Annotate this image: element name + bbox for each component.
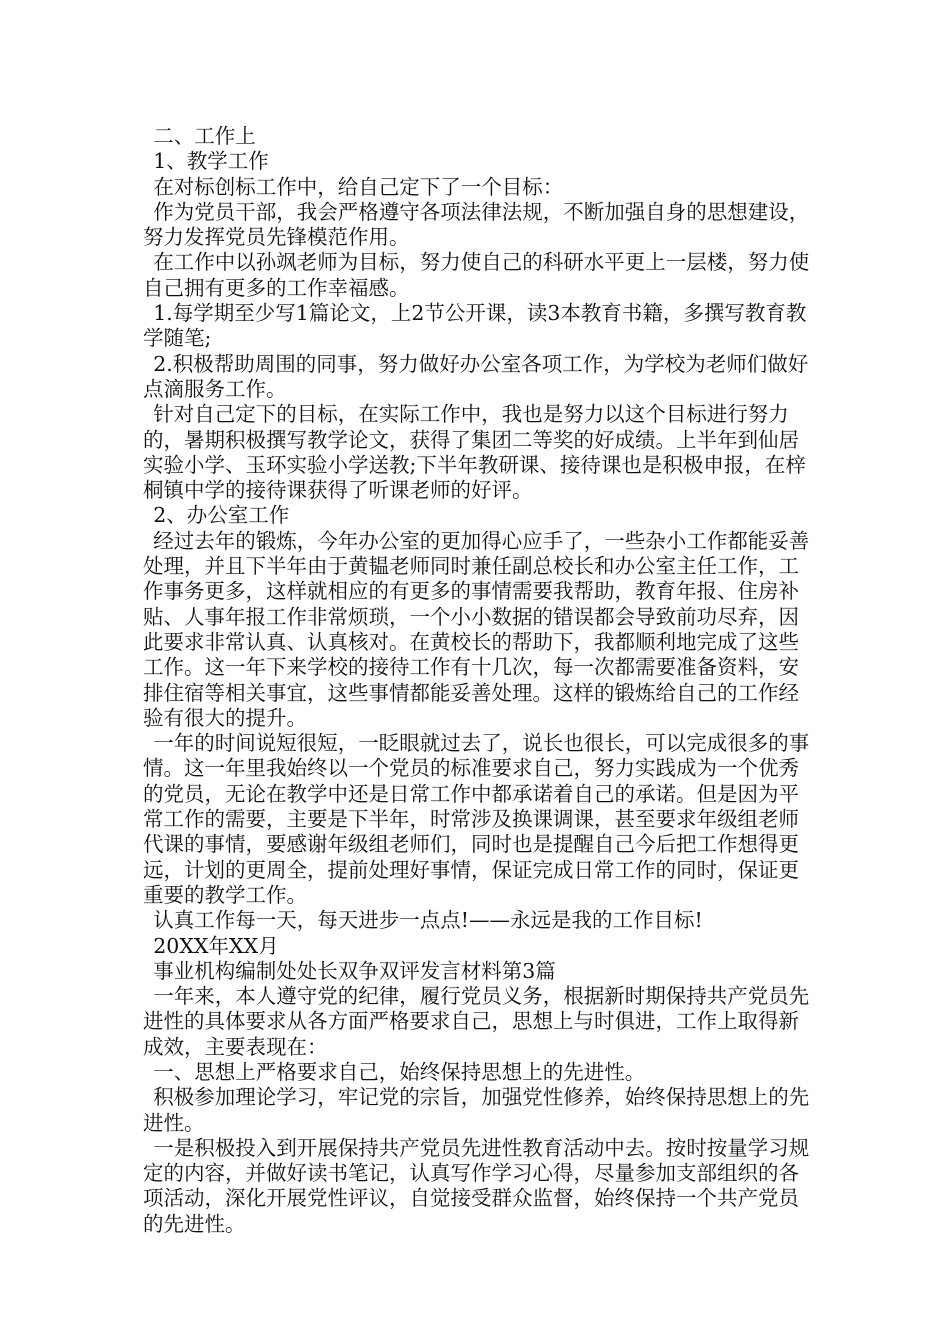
- list-item-goal-2: 2.积极帮助周围的同事，努力做好办公室各项工作，为学校为老师们做好点滴服务工作。: [143, 351, 809, 401]
- paragraph: 在对标创标工作中，给自己定下了一个目标：: [153, 174, 564, 199]
- section-heading-thought: 一、思想上严格要求自己，始终保持思想上的先进性。: [153, 1059, 646, 1084]
- article-title: 事业机构编制处处长双争双评发言材料第3篇: [153, 958, 556, 983]
- paragraph: 一是积极投入到开展保持共产党员先进性教育活动中去。按时按量学习规定的内容，并做好读书笔记，认真写作学习心得，尽量参加支部组织的各项活动，深化开展党性评议，自觉接受群众监督，始终保持一个共产党员的先进性。: [143, 1135, 810, 1236]
- document-page: [143, 124, 811, 1237]
- paragraph: 在工作中以孙飒老师为目标，努力使自己的科研水平更上一层楼，努力使自己拥有更多的工作幸福感。: [143, 250, 810, 300]
- subheading-teaching-work: 1、教学工作: [153, 149, 269, 174]
- list-item-goal-1: 1.每学期至少写1篇论文，上2节公开课，读3本教育书籍，多撰写教育教学随笔;: [143, 301, 807, 351]
- paragraph: 针对自己定下的目标，在实际工作中，我也是努力以这个目标进行努力的，暑期积极撰写教学论文，获得了集团二等奖的好成绩。上半年到仙居实验小学、玉环实验小学送教;下半年教研课、接待课也是积极申报，在梓桐镇中学的接待课获得了听课老师的好评。: [143, 402, 806, 503]
- paragraph: 一年的时间说短很短，一眨眼就过去了，说长也很长，可以完成很多的事情。这一年里我始终以一个党员的标准要求自己，努力实践成为一个优秀的党员，无论在教学中还是日常工作中都承诺着自己的承诺。但是因为平常工作的需要，主要是下半年，时常涉及换课调课，甚至要求年级组老师代课的事情，要感谢年级组老师们，同时也是提醒自己今后把工作想得更远，计划的更周全，提前处理好事情，保证完成日常工作的同时，保证更重要的教学工作。: [143, 731, 810, 907]
- subheading-office-work: 2、办公室工作: [153, 503, 290, 528]
- paragraph-motto: 认真工作每一天，每天进步一点点!——永远是我的工作目标!: [153, 908, 703, 933]
- paragraph: 作为党员干部，我会严格遵守各项法律法规，不断加强自身的思想建设，努力发挥党员先锋模范作用。: [143, 199, 810, 250]
- paragraph: 一年来，本人遵守党的纪律，履行党员义务，根据新时期保持共产党员先进性的具体要求从各方面严格要求自己，思想上与时俱进，工作上取得新成效，主要表现在：: [143, 984, 810, 1059]
- paragraph: 经过去年的锻炼，今年办公室的更加得心应手了，一些杂小工作都能妥善处理，并且下半年由于黄韫老师同时兼任副总校长和办公室主任工作，工作事务更多，这样就相应的有更多的事情需要我帮助，教育年报、住房补贴、人事年报工作非常烦琐，一个小小数据的错误都会导致前功尽弃，因此要求非常认真、认真核对。在黄校长的帮助下，我都顺利地完成了这些工作。这一年下来学校的接待工作有十几次，每一次都需要准备资料，安排住宿等相关事宜，这些事情都能妥善处理。这样的锻炼给自己的工作经验有很大的提升。: [143, 528, 810, 730]
- paragraph: 积极参加理论学习，牢记党的宗旨，加强党性修养，始终保持思想上的先进性。: [143, 1085, 810, 1135]
- section-heading-work: 二、工作上: [153, 124, 256, 148]
- date-line: 20XX年XX月: [153, 933, 279, 958]
